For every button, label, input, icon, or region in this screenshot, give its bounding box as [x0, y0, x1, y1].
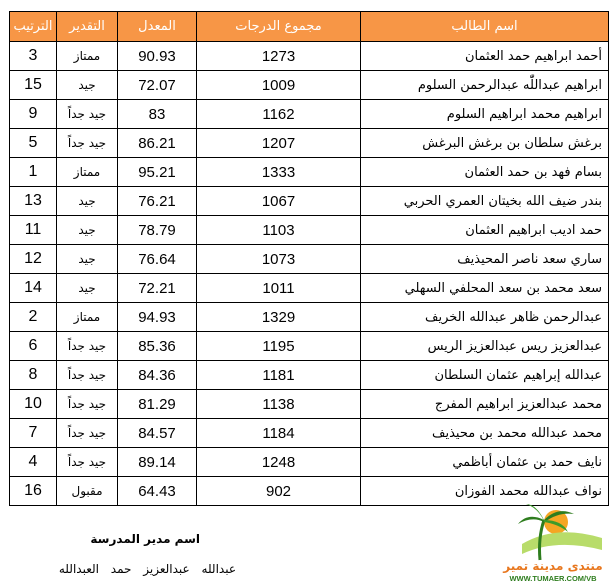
average-cell: 84.57	[118, 419, 197, 448]
table-row	[10, 129, 609, 158]
average-cell: 85.36	[118, 332, 197, 361]
table-row	[10, 245, 609, 274]
rank-cell: 2	[10, 303, 57, 332]
student-name-cell: ساري سعد ناصر المحيذيف	[361, 245, 609, 274]
rank-cell: 13	[10, 187, 57, 216]
student-name-cell: عبدالرحمن ظاهر عبدالله الخريف	[361, 303, 609, 332]
student-name-cell: حمد اديب ابراهيم العثمان	[361, 216, 609, 245]
student-name-cell: بندر ضيف الله بخيتان العمري الحربي	[361, 187, 609, 216]
grade-cell: جيد جداً	[57, 448, 118, 477]
grade-cell: جيد جداً	[57, 129, 118, 158]
average-cell: 90.93	[118, 42, 197, 71]
total-marks-cell: 1162	[197, 100, 361, 129]
student-name-cell: نواف عبدالله محمد الفوزان	[361, 477, 609, 506]
student-name-cell: ابراهيم محمد ابراهيم السلوم	[361, 100, 609, 129]
table-row	[10, 361, 609, 390]
total-marks-cell: 1181	[197, 361, 361, 390]
table-row	[10, 390, 609, 419]
average-cell: 76.21	[118, 187, 197, 216]
total-marks-cell: 1011	[197, 274, 361, 303]
grade-cell: جيد	[57, 216, 118, 245]
rank-cell: 12	[10, 245, 57, 274]
table-row	[10, 303, 609, 332]
total-marks-cell: 1138	[197, 390, 361, 419]
principal-label: اسم مدير المدرسة	[90, 532, 200, 546]
grade-cell: جيد جداً	[57, 390, 118, 419]
rank-cell: 8	[10, 361, 57, 390]
table-row	[10, 71, 609, 100]
total-marks-cell: 902	[197, 477, 361, 506]
student-name-cell: نايف حمد بن عثمان أباظمي	[361, 448, 609, 477]
grades-table	[9, 11, 609, 506]
total-marks-cell: 1273	[197, 42, 361, 71]
average-cell: 84.36	[118, 361, 197, 390]
average-cell: 89.14	[118, 448, 197, 477]
table-row	[10, 42, 609, 71]
header-grade: التقدير	[57, 12, 118, 42]
average-cell: 76.64	[118, 245, 197, 274]
student-name-cell: ابراهيم عبداللّٰه عبدالرحمن السلوم	[361, 71, 609, 100]
student-name-cell: بسام فهد بن حمد العثمان	[361, 158, 609, 187]
grade-cell: جيد	[57, 245, 118, 274]
average-cell: 64.43	[118, 477, 197, 506]
rank-cell: 7	[10, 419, 57, 448]
average-cell: 72.21	[118, 274, 197, 303]
header-total-marks: مجموع الدرجات	[197, 12, 361, 42]
grade-cell: جيد جداً	[57, 361, 118, 390]
total-marks-cell: 1009	[197, 71, 361, 100]
total-marks-cell: 1103	[197, 216, 361, 245]
grade-cell: ممتاز	[57, 303, 118, 332]
rank-cell: 4	[10, 448, 57, 477]
student-name-cell: أحمد ابراهيم حمد العثمان	[361, 42, 609, 71]
rank-cell: 6	[10, 332, 57, 361]
student-name-cell: عبدالله إبراهيم عثمان السلطان	[361, 361, 609, 390]
total-marks-cell: 1248	[197, 448, 361, 477]
grade-cell: جيد جداً	[57, 419, 118, 448]
hill-shape	[522, 532, 602, 554]
grade-cell: ممتاز	[57, 42, 118, 71]
table-row	[10, 332, 609, 361]
rank-cell: 1	[10, 158, 57, 187]
total-marks-cell: 1329	[197, 303, 361, 332]
total-marks-cell: 1333	[197, 158, 361, 187]
total-marks-cell: 1195	[197, 332, 361, 361]
grade-cell: ممتاز	[57, 158, 118, 187]
average-cell: 86.21	[118, 129, 197, 158]
grade-cell: مقبول	[57, 477, 118, 506]
table-row	[10, 419, 609, 448]
student-name-cell: محمد عبدالله محمد بن محيذيف	[361, 419, 609, 448]
student-name-cell: محمد عبدالعزيز ابراهيم المفرج	[361, 390, 609, 419]
rank-cell: 10	[10, 390, 57, 419]
forum-logo	[492, 498, 614, 584]
header-average: المعدل	[118, 12, 197, 42]
grade-cell: جيد	[57, 187, 118, 216]
total-marks-cell: 1207	[197, 129, 361, 158]
header-student-name: اسم الطالب	[361, 12, 609, 42]
rank-cell: 9	[10, 100, 57, 129]
student-name-cell: عبدالعزيز ريس عبدالعزيز الريس	[361, 332, 609, 361]
total-marks-cell: 1184	[197, 419, 361, 448]
rank-cell: 14	[10, 274, 57, 303]
average-cell: 81.29	[118, 390, 197, 419]
average-cell: 94.93	[118, 303, 197, 332]
grade-cell: جيد جداً	[57, 100, 118, 129]
total-marks-cell: 1073	[197, 245, 361, 274]
grade-cell: جيد	[57, 71, 118, 100]
principal-name: عبدالله عبدالعزيز حمد العبدالله	[58, 562, 236, 576]
table-row	[10, 158, 609, 187]
table-row	[10, 216, 609, 245]
logo-site-name: منتدى مدينة تمير	[503, 559, 603, 573]
table-row	[10, 274, 609, 303]
table-row	[10, 187, 609, 216]
average-cell: 78.79	[118, 216, 197, 245]
rank-cell: 15	[10, 71, 57, 100]
student-name-cell: برغش سلطان بن برغش البرغش	[361, 129, 609, 158]
table-row	[10, 100, 609, 129]
total-marks-cell: 1067	[197, 187, 361, 216]
rank-cell: 11	[10, 216, 57, 245]
table-header-row	[10, 12, 609, 42]
rank-cell: 5	[10, 129, 57, 158]
grade-cell: جيد	[57, 274, 118, 303]
logo-url: WWW.TUMAER.COM/VB	[509, 574, 597, 583]
header-rank: الترتيب	[10, 12, 57, 42]
grade-cell: جيد جداً	[57, 332, 118, 361]
average-cell: 72.07	[118, 71, 197, 100]
average-cell: 95.21	[118, 158, 197, 187]
rank-cell: 16	[10, 477, 57, 506]
average-cell: 83	[118, 100, 197, 129]
student-name-cell: سعد محمد بن سعد المحلفي السهلي	[361, 274, 609, 303]
table-row	[10, 448, 609, 477]
rank-cell: 3	[10, 42, 57, 71]
